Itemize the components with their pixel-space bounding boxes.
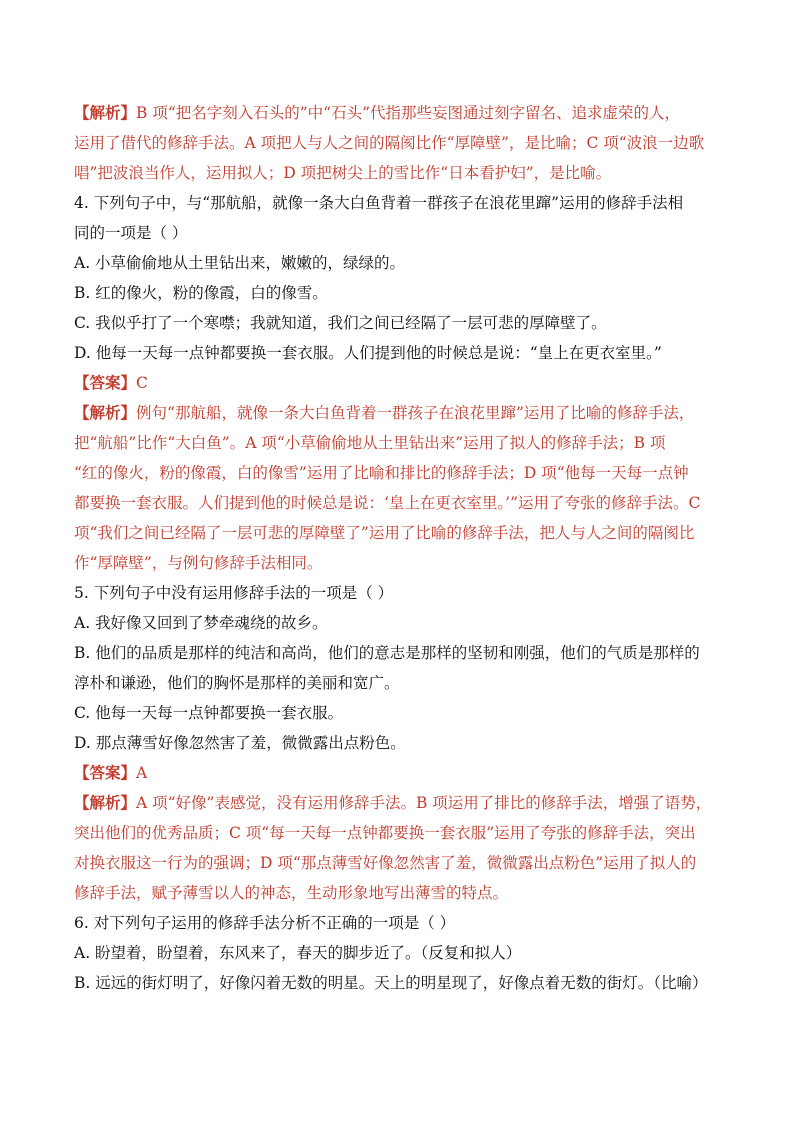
text-segment: 例句“那航船，就像一条大白鱼背着一群孩子在浪花里蹿”运用了比喻的修辞手法， [136, 404, 695, 422]
text-segment: 淳朴和谦逊，他们的胸怀是那样的美丽和宽广。 [74, 674, 400, 692]
text-line [74, 548, 734, 578]
text-segment: A. 小草偷偷地从土里钻出来，嫩嫩的，绿绿的。 [74, 254, 406, 272]
text-segment: 唱”把波浪当作人，运用拟人；D 项把树尖上的雪比作“日本看护妇”，是比喻。 [74, 164, 612, 182]
text-segment: 对换衣服这一行为的强调；D 项“那点薄雪好像忽然害了羞，微微露出点粉色”运用了拟人的 [74, 854, 697, 872]
text-line [74, 698, 734, 728]
text-line [74, 788, 734, 818]
text-segment: 4. 下列句子中，与“那航船，就像一条大白鱼背着一群孩子在浪花里蹿”运用的修辞手法相 [74, 194, 684, 212]
section-tag: 【解析】 [74, 793, 137, 812]
text-segment: 运用了借代的修辞手法。A 项把人与人之间的隔阂比作“厚障壁”，是比喻；C 项“波浪一边歌 [74, 134, 705, 152]
text-line [74, 818, 734, 848]
section-tag: 【答案】 [74, 373, 137, 392]
text-line [74, 98, 734, 128]
text-line [74, 158, 734, 188]
text-segment: A. 盼望着，盼望着，东风来了，春天的脚步近了。（反复和拟人） [74, 944, 522, 962]
text-segment: B. 远远的街灯明了，好像闪着无数的明星。天上的明星现了，好像点着无数的街灯。（比喻） [74, 974, 708, 992]
text-segment: A. 我好像又回到了梦牵魂绕的故乡。 [74, 614, 328, 632]
text-line [74, 218, 734, 248]
text-line [74, 428, 734, 458]
text-line [74, 908, 734, 938]
text-line [74, 968, 734, 998]
text-line [74, 668, 734, 698]
text-line [74, 848, 734, 878]
text-line [74, 458, 734, 488]
text-segment: B 项“把名字刻入石头的”中“石头”代指那些妄图通过刻字留名、追求虚荣的人， [136, 104, 681, 122]
text-line [74, 398, 734, 428]
text-segment: C [136, 374, 148, 392]
text-line [74, 518, 734, 548]
text-segment: 作“厚障壁”，与例句修辞手法相同。 [74, 554, 323, 572]
text-segment: B. 红的像火，粉的像霞，白的像雪。 [74, 284, 328, 302]
text-segment: D. 那点薄雪好像忽然害了羞，微微露出点粉色。 [74, 734, 406, 752]
text-line [74, 488, 734, 518]
text-segment: 5. 下列句子中没有运用修辞手法的一项是（ ） [74, 584, 394, 602]
text-line [74, 248, 734, 278]
text-segment: C. 他每一天每一点钟都要换一套衣服。 [74, 704, 344, 722]
text-segment: 突出他们的优秀品质；C 项“每一天每一点钟都要换一套衣服”运用了夸张的修辞手法，突出 [74, 824, 696, 842]
text-line [74, 608, 734, 638]
text-line [74, 338, 734, 368]
text-segment: “红的像火，粉的像霞，白的像雪”运用了比喻和排比的修辞手法；D 项“他每一天每一点钟 [74, 464, 689, 482]
section-tag: 【解析】 [74, 403, 137, 422]
text-line [74, 308, 734, 338]
text-line [74, 278, 734, 308]
text-line [74, 638, 734, 668]
text-segment: 都要换一套衣服。人们提到他的时候总是说：‘皇上在更衣室里。’”运用了夸张的修辞手法。C [74, 494, 701, 512]
text-line [74, 878, 734, 908]
text-line [74, 578, 734, 608]
text-segment: 项“我们之间已经隔了一层可悲的厚障壁了”运用了比喻的修辞手法，把人与人之间的隔阂比 [74, 524, 695, 542]
text-segment: 6. 对下列句子运用的修辞手法分析不正确的一项是（ ） [74, 914, 456, 932]
text-segment: A [136, 764, 148, 782]
text-segment: 把“航船”比作“大白鱼”。A 项“小草偷偷地从土里钻出来”运用了拟人的修辞手法；B 项 [74, 434, 666, 452]
text-segment: A 项“好像”表感觉，没有运用修辞手法。B 项运用了排比的修辞手法，增强了语势， [136, 794, 712, 812]
text-line [74, 188, 734, 218]
text-line [74, 128, 734, 158]
section-tag: 【解析】 [74, 103, 137, 122]
text-line [74, 728, 734, 758]
text-segment: D. 他每一天每一点钟都要换一套衣服。人们提到他的时候总是说：“皇上在更衣室里。” [74, 344, 662, 362]
text-line [74, 368, 734, 398]
section-tag: 【答案】 [74, 763, 137, 782]
document-page [74, 98, 734, 998]
text-line [74, 758, 734, 788]
text-segment: C. 我似乎打了一个寒噤；我就知道，我们之间已经隔了一层可悲的厚障壁了。 [74, 314, 607, 332]
text-line [74, 938, 734, 968]
text-segment: 修辞手法，赋予薄雪以人的神态，生动形象地写出薄雪的特点。 [74, 884, 509, 902]
text-segment: 同的一项是（ ） [74, 224, 188, 242]
text-segment: B. 他们的品质是那样的纯洁和高尚，他们的意志是那样的坚韧和刚强，他们的气质是那样的 [74, 644, 700, 662]
